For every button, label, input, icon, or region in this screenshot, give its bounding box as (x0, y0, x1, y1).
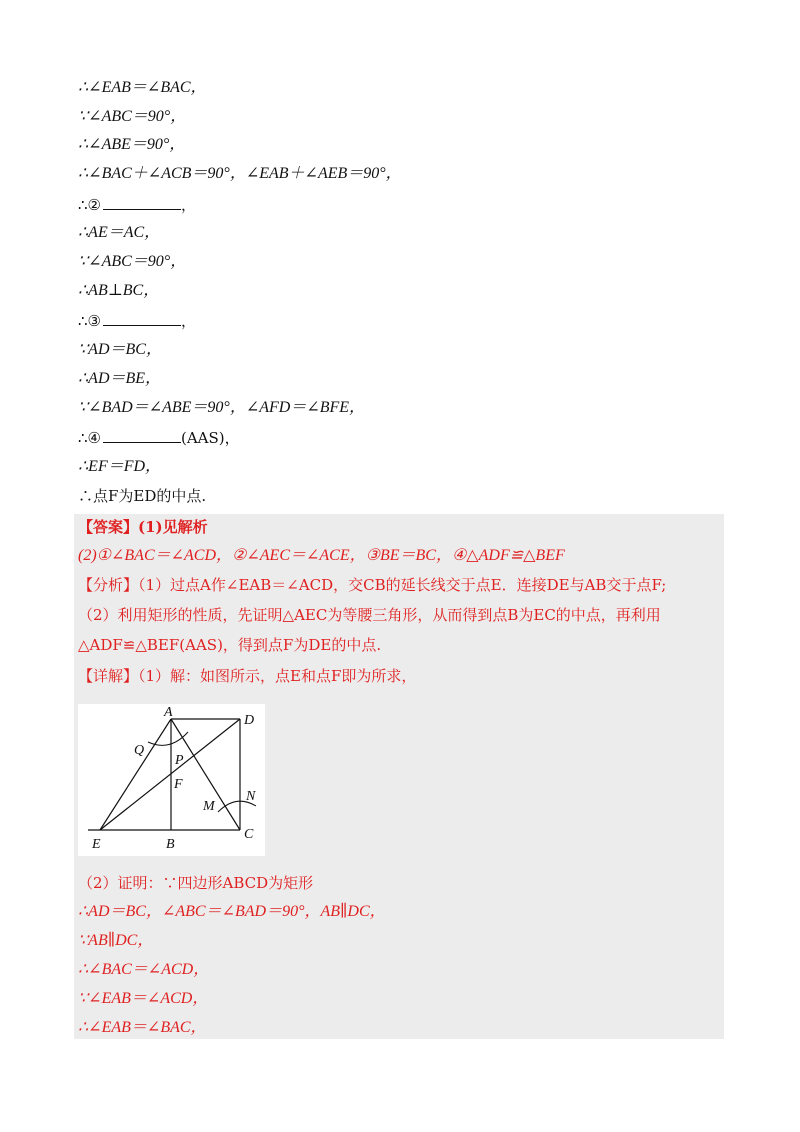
answer-blank-2 (103, 195, 181, 210)
proof2-line-1: （2）证明：∵四边形ABCD为矩形 (78, 874, 314, 892)
label-Q: Q (134, 743, 145, 758)
proof-line-2: ∵∠ABC＝90°， (78, 108, 187, 125)
proof2-line-2: ∴AD＝BC，∠ABC＝∠BAD＝90°，AB∥DC， (78, 903, 386, 920)
proof-line-11: ∴AD＝BE， (78, 370, 162, 387)
proof-line-10: ∵AD＝BC， (78, 341, 162, 358)
label-C: C (244, 827, 254, 842)
proof-line-6: ∴AE＝AC， (78, 224, 161, 241)
label-D: D (244, 713, 255, 728)
analysis-line-3: △ADF≌△BEF(AAS)，得到点F为DE的中点. (78, 636, 382, 654)
proof-line-14: ∴EF＝FD， (78, 458, 162, 475)
proof-line-9 (78, 308, 196, 334)
label-E: E (92, 837, 101, 852)
proof2-line-6: ∴∠EAB＝∠BAC， (78, 1019, 207, 1036)
figure-svg (78, 704, 265, 856)
proof-line-4: ∴∠BAC＋∠ACB＝90°，∠EAB＋∠AEB＝90°， (78, 165, 402, 182)
geometry-figure (78, 704, 265, 856)
arc-at-A (148, 732, 188, 745)
label-M: M (203, 799, 215, 814)
answer-header: 【答案】(1)见解析 (78, 518, 208, 536)
step-4-label: ∴④ (78, 429, 101, 447)
answer-blank-4 (103, 428, 181, 443)
analysis-line-1: 【分析】（1）过点A作∠EAB＝∠ACD，交CB的延长线交于点E．连接DE与AB交于点F; (78, 576, 667, 594)
proof2-line-4: ∴∠BAC＝∠ACD， (78, 961, 210, 978)
proof2-line-3: ∵AB∥DC， (78, 932, 154, 949)
proof-line-15: ∴点F为ED的中点. (78, 487, 207, 505)
blank-2-suffix: ， (181, 196, 197, 214)
proof-line-12: ∵∠BAD＝∠ABE＝90°，∠AFD＝∠BFE， (78, 399, 366, 416)
label-F: F (174, 777, 183, 792)
segment-AE (100, 719, 171, 830)
proof-line-7: ∵∠ABC＝90°， (78, 253, 187, 270)
blank-4-suffix: (AAS)， (181, 429, 240, 447)
label-A: A (164, 705, 173, 720)
step-3-label: ∴③ (78, 312, 101, 330)
proof-line-8: ∴AB⊥BC， (78, 282, 160, 299)
label-B: B (166, 837, 175, 852)
blank-3-suffix: ， (181, 312, 197, 330)
proof-line-5 (78, 192, 196, 218)
proof2-line-5: ∵∠EAB＝∠ACD， (78, 990, 209, 1007)
proof-line-13 (78, 425, 240, 451)
step-2-label: ∴② (78, 196, 101, 214)
proof-line-3: ∴∠ABE＝90°， (78, 136, 186, 153)
label-P: P (175, 753, 184, 768)
proof-line-1: ∴∠EAB＝∠BAC， (78, 79, 207, 96)
segment-ED (100, 719, 240, 830)
answer-blank-3 (103, 311, 181, 326)
detail-line: 【详解】（1）解：如图所示，点E和点F即为所求， (78, 667, 417, 685)
label-N: N (246, 789, 256, 804)
analysis-line-2: （2）利用矩形的性质，先证明△AEC为等腰三角形，从而得到点B为EC的中点，再利用 (78, 606, 661, 624)
answer-part-2: (2)①∠BAC＝∠ACD，②∠AEC＝∠ACE，③BE＝BC，④△ADF≌△BEF (78, 547, 565, 564)
